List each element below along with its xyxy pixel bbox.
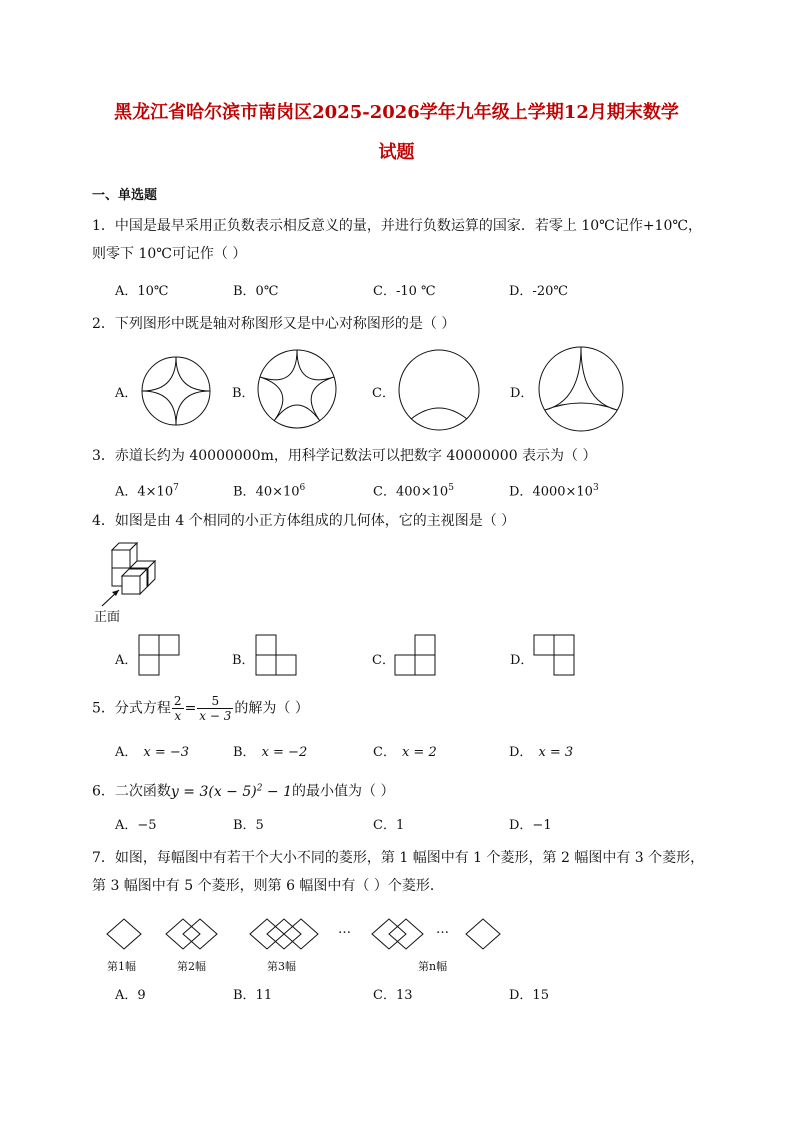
question-7-options [115,984,715,1008]
option-b[interactable]: B． x = −2 [233,745,308,760]
question-3: 3．赤道长约为 40000000m，用科学记数法可以把数字 40000000 表示为（ ） [92,448,597,464]
caption-figure-n: 第n幅 [418,960,448,973]
figure-4a-view[interactable] [138,634,182,678]
option-c-label[interactable]: C． [372,653,395,668]
figure-4d-view[interactable] [533,634,577,678]
option-a[interactable]: A．−5 [115,818,157,833]
question-7: 7．如图，每幅图中有若干个大小不同的菱形，第 1 幅图中有 1 个菱形，第 2 幅图中有 3 个菱形，第 3 幅图中有 5 个菱形，则第 6 幅图中有（ ）个菱形． [92,850,705,894]
figure-2d-three-arc-triangle[interactable] [538,346,624,432]
figure-4b-view[interactable] [255,634,299,678]
option-a[interactable]: A．10℃ [115,284,169,299]
option-b[interactable]: B．$40\times 10^6$ [233,483,306,500]
option-b[interactable]: B．0℃ [233,284,279,299]
question-1: 1．中国是最早采用正负数表示相反意义的量，并进行负数运算的国家．若零上 10℃记作+10℃，则零下 10℃可记作（ ） [92,218,703,262]
figure-2a-four-arc-star[interactable] [141,356,211,426]
section-heading: 一、单选题 [92,188,158,203]
question-3-options [115,476,715,500]
question-4: 4．如图是由 4 个相同的小正方体组成的几何体，它的主视图是（ ） [92,513,516,529]
option-b[interactable]: B．5 [233,818,264,833]
option-d[interactable]: D．$4000\times 10^3$ [509,483,599,500]
option-c[interactable]: C．-10 ℃ [373,284,436,299]
question-1-options [115,280,715,304]
figure-4c-view[interactable] [394,634,438,678]
option-c[interactable]: C．1 [373,818,405,833]
ellipsis: … [436,922,449,937]
question-2: 2．下列图形中既是轴对称图形又是中心对称图形的是（ ） [92,316,456,332]
quadratic-expression: $y = 3(x - 5)^2 - 1$ [170,783,293,800]
front-view-label: 正面 [94,610,121,625]
document-title-line2: 试题 [378,142,415,163]
option-a[interactable]: A．$4\times 10^7$ [115,483,179,500]
question-5: 5．分式方程 $\frac{2}{x}$ = $\frac{5}{x - 3}$ 的解为（ ） [92,694,309,723]
option-b-label[interactable]: B． [232,386,255,401]
document-title: 黑龙江省哈尔滨市南岗区2025-2026学年九年级上学期12月期末数学 [114,102,679,123]
option-d[interactable]: D．−1 [509,818,552,833]
option-c[interactable]: C． x = 2 [373,745,437,760]
option-d[interactable]: D．-20℃ [509,284,568,299]
option-b[interactable]: B．11 [233,988,273,1003]
question-6: 6．二次函数$y = 3(x - 5)^2 - 1$的最小值为（ ） [92,783,395,800]
option-d-label[interactable]: D． [510,653,534,668]
figure-2c-circle-with-arc[interactable] [398,349,480,431]
question-6-options [115,814,715,838]
option-c[interactable]: C．$400\times 10^5$ [373,483,454,500]
caption-figure-1: 第1幅 [107,960,136,973]
question-5-options [115,741,715,765]
option-a-label[interactable]: A． [115,653,138,668]
fraction-5-over-x-minus-3: $\frac{5}{x - 3}$ [199,694,232,723]
option-c[interactable]: C．13 [373,988,413,1003]
caption-figure-3: 第3幅 [267,960,296,973]
ellipsis: … [338,922,351,937]
option-a[interactable]: A．9 [115,988,146,1003]
option-a[interactable]: A． x = −3 [115,745,190,760]
option-c-label[interactable]: C． [372,386,395,401]
fraction-2-over-x: $\frac{2}{x}$ [173,694,182,723]
figure-4-cube-stack [92,542,172,608]
option-d[interactable]: D． x = 3 [509,745,574,760]
option-d[interactable]: D．15 [509,988,549,1003]
option-b-label[interactable]: B． [232,653,255,668]
option-d-label[interactable]: D． [510,386,534,401]
caption-figure-2: 第2幅 [177,960,206,973]
figure-2b-five-arc-star[interactable] [257,349,337,429]
option-a-label[interactable]: A． [115,386,138,401]
